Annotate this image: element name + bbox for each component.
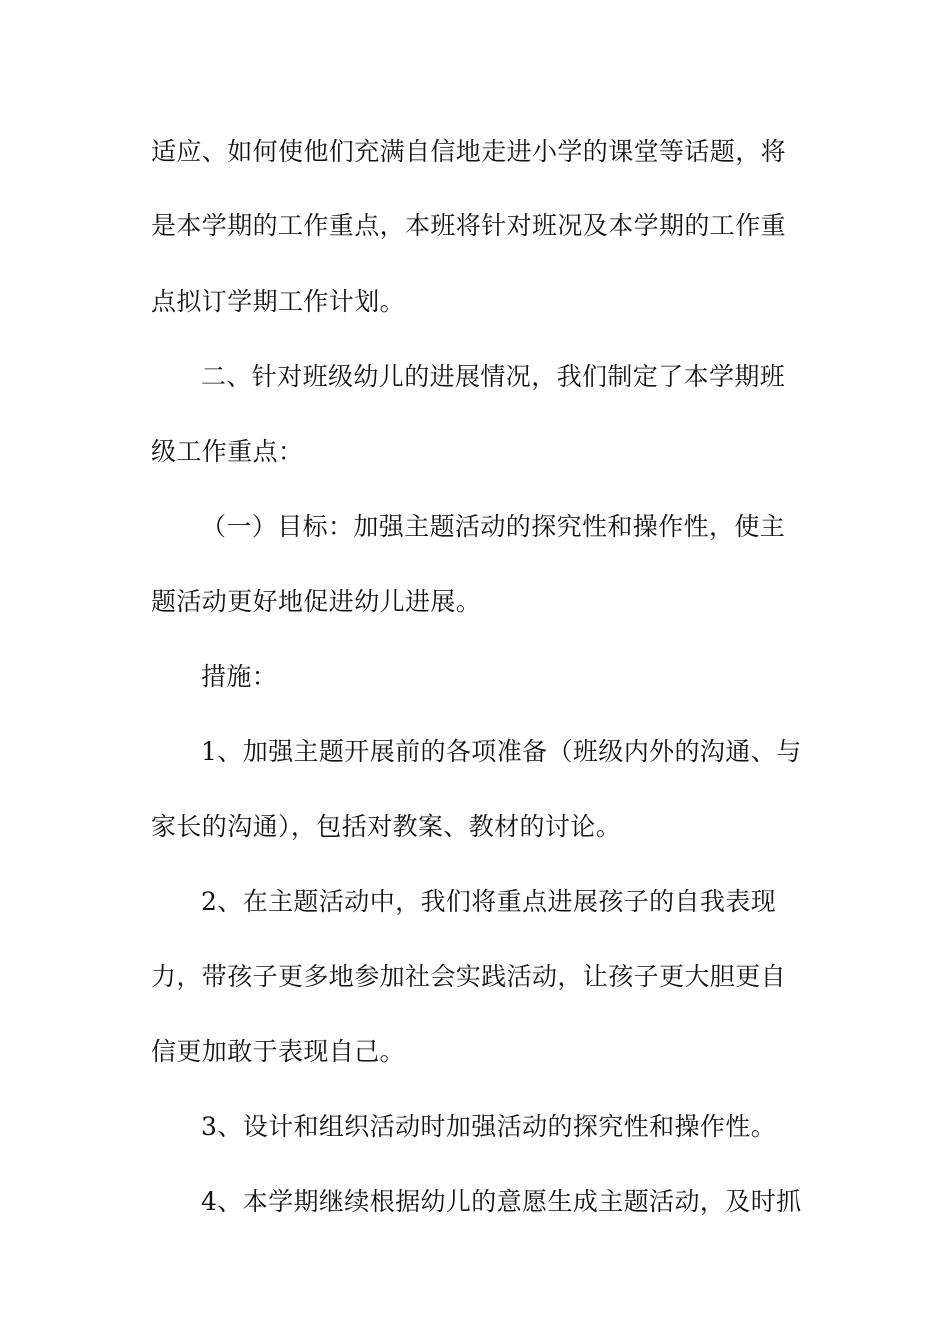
text-line: 家长的沟通），包括对教案、教材的讨论。 bbox=[151, 812, 622, 841]
paragraph-start-line: 1、加强主题开展前的各项准备（班级内外的沟通、与 bbox=[201, 737, 802, 766]
paragraph-start-line: 措施： bbox=[201, 662, 278, 691]
paragraph-start-line: 4、本学期继续根据幼儿的意愿生成主题活动，及时抓 bbox=[201, 1187, 802, 1216]
text-line: 级工作重点： bbox=[151, 437, 304, 466]
paragraph-start-line: 3、设计和组织活动时加强活动的探究性和操作性。 bbox=[201, 1112, 777, 1141]
text-line: 题活动更好地促进幼儿进展。 bbox=[151, 587, 482, 616]
text-line: 点拟订学期工作计划。 bbox=[151, 287, 406, 316]
paragraph-start-line: 二、针对班级幼儿的进展情况，我们制定了本学期班 bbox=[201, 362, 786, 391]
text-line: 信更加敢于表现自己。 bbox=[151, 1037, 406, 1066]
text-line: 是本学期的工作重点，本班将针对班况及本学期的工作重 bbox=[151, 211, 787, 240]
text-line: 适应、如何使他们充满自信地走进小学的课堂等话题，将 bbox=[151, 137, 787, 166]
text-line: 力，带孩子更多地参加社会实践活动，让孩子更大胆更自 bbox=[151, 962, 787, 991]
paragraph-start-line: 2、在主题活动中，我们将重点进展孩子的自我表现 bbox=[201, 887, 777, 916]
paragraph-start-line: （一）目标：加强主题活动的探究性和操作性，使主 bbox=[201, 512, 786, 541]
